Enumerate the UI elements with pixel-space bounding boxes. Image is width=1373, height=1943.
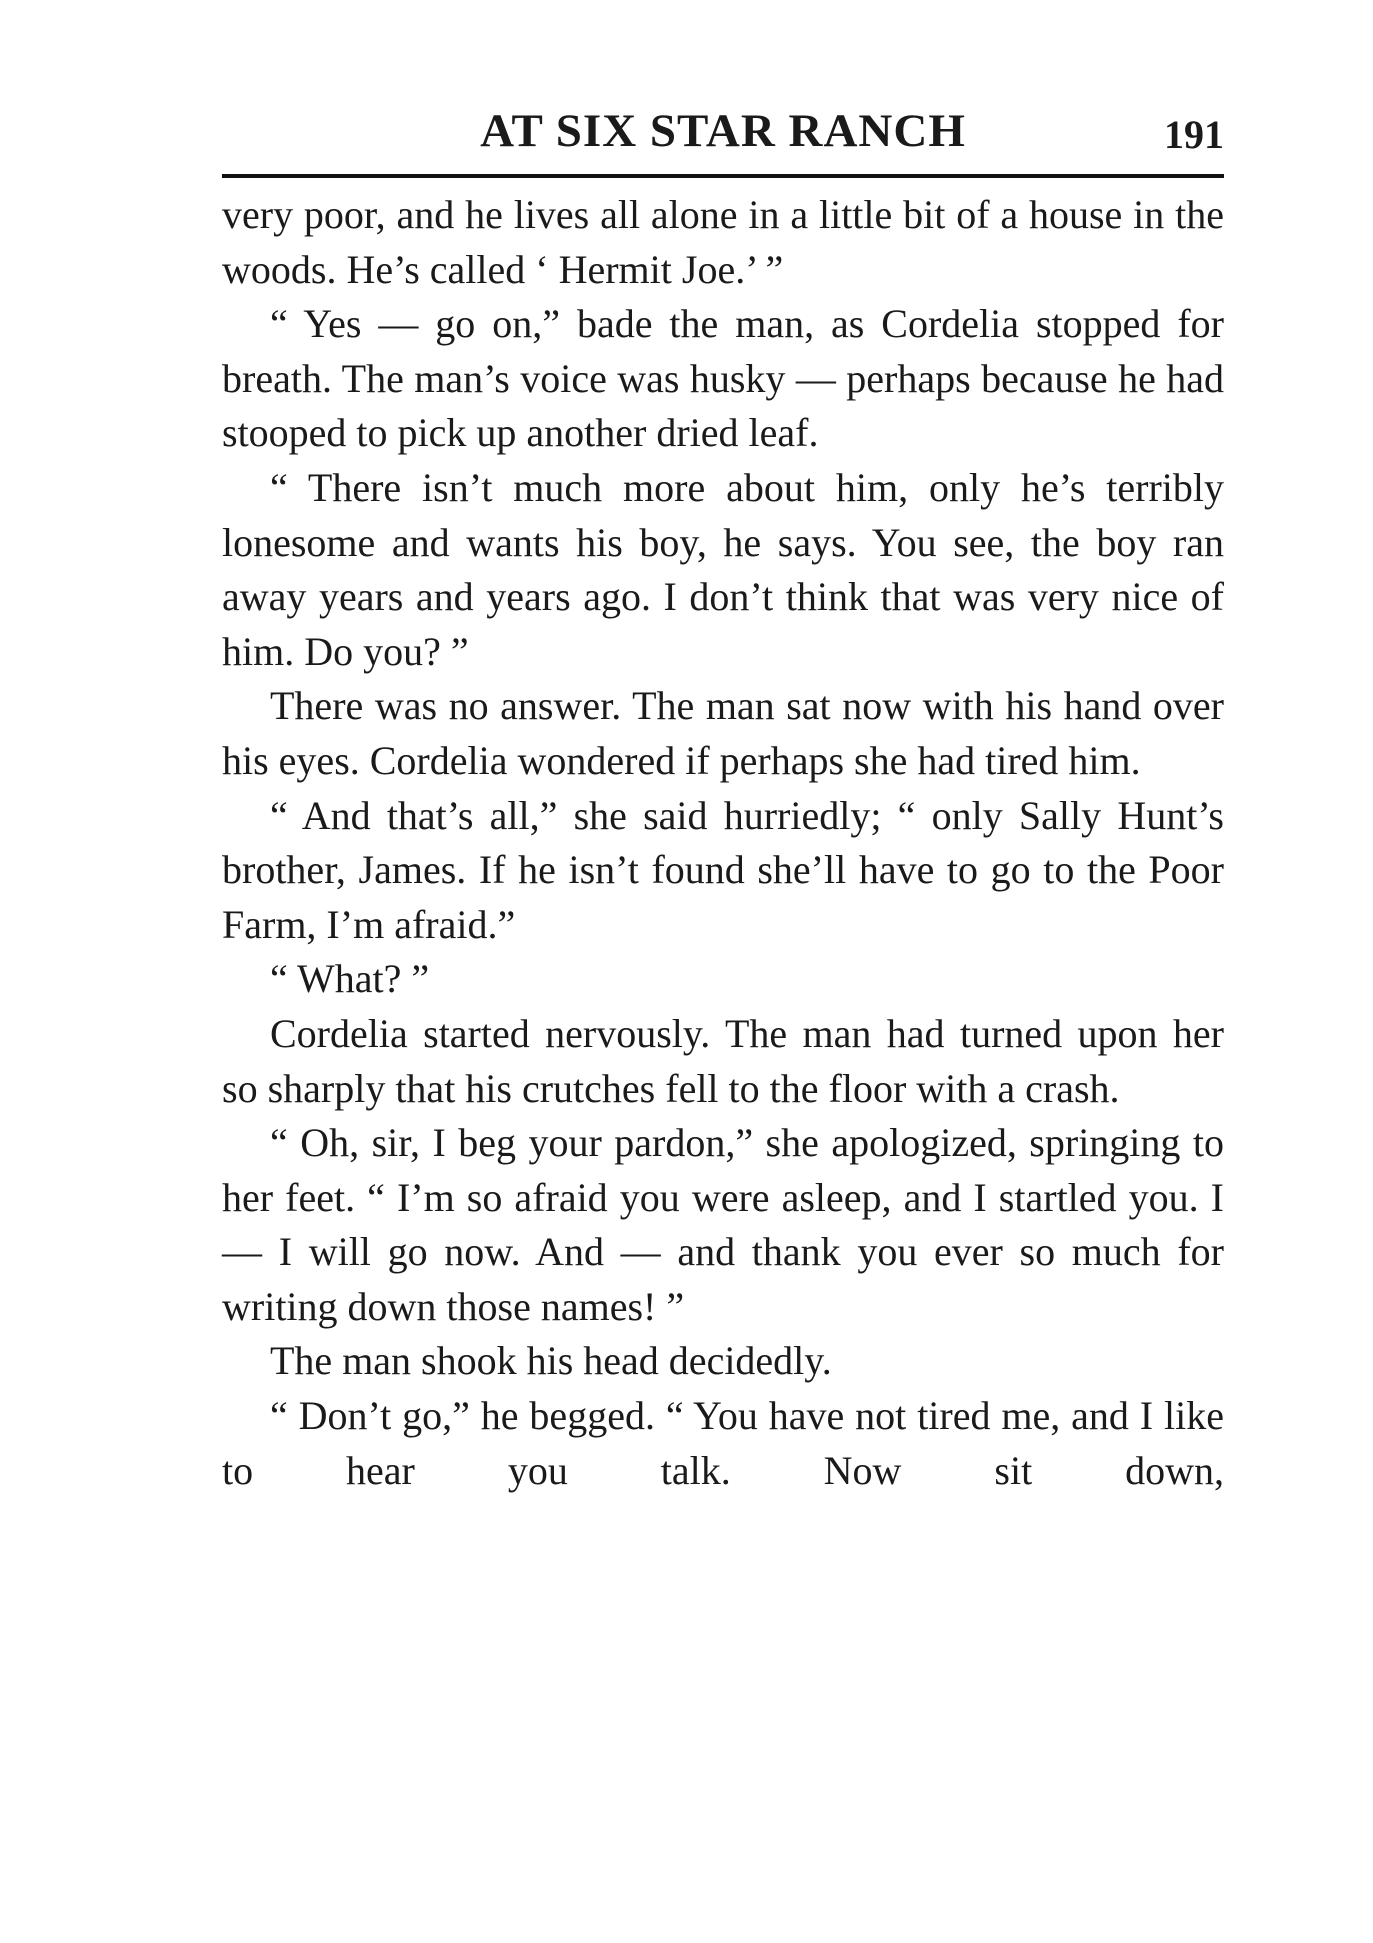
paragraph: very poor, and he lives all alone in a little bit of a house in the woods. He’s called ‘ Hermit Joe.’ ” [222,192,1224,292]
paragraph: “ Oh, sir, I beg your pardon,” she apologized, springing to her feet. “ I’m so afraid you were asleep, and I startled you. I — I will go now. And — and thank you ever so much for writing down those names! ” [222,1120,1224,1329]
running-head [222,96,1224,162]
paragraph: “ Don’t go,” he begged. “ You have not tired me, and I like to hear you talk. Now sit down, [222,1393,1224,1493]
paragraph: There was no answer. The man sat now with his hand over his eyes. Cordelia wondered if perhaps she had tired him. [222,683,1224,783]
header-rule [222,174,1224,178]
body-text [222,188,1224,1498]
paragraph: The man shook his head decidedly. [270,1338,832,1384]
paragraph: “ There isn’t much more about him, only he’s terribly lonesome and wants his boy, he says. You see, the boy ran away years and years ago. I don’t think that was very nice of him. Do you? ” [222,464,1224,674]
book-page [222,96,1224,1498]
paragraph: Cordelia started nervously. The man had turned upon her so sharply that his crutches fell to the floor with a crash. [222,1010,1224,1111]
running-title: AT SIX STAR RANCH [480,105,966,157]
paragraph: “ And that’s all,” she said hurriedly; “ only Sally Hunt’s brother, James. If he isn’t found she’ll have to go to the Poor Farm, I’m afraid.” [222,792,1224,947]
paragraph: “ What? ” [270,956,430,1002]
page-number: 191 [1164,112,1224,157]
paragraph: “ Yes — go on,” bade the man, as Cordelia stopped for breath. The man’s voice was husky — perhaps because he had stooped to pick up another dried leaf. [222,301,1224,456]
